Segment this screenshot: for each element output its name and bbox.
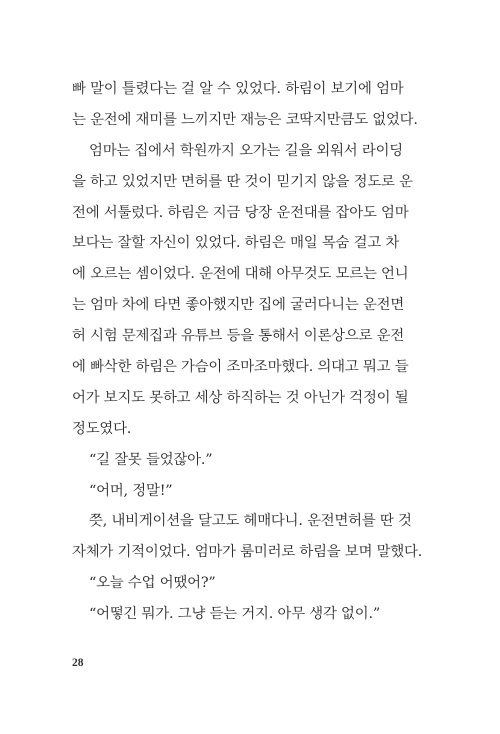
text-line: 에 빠삭한 하림은 가슴이 조마조마했다. 의대고 뭐고 들 xyxy=(72,359,409,376)
text-line: 엄마는 집에서 학원까지 오가는 길을 외워서 라이딩 xyxy=(89,142,403,159)
page-number: 28 xyxy=(72,657,84,669)
body-text xyxy=(72,74,432,630)
dialogue-line: “어머, 정말!” xyxy=(89,482,173,499)
text-line: 허 시험 문제집과 유튜브 등을 통해서 이론상으로 운전 xyxy=(72,328,405,345)
text-line: 자체가 기적이었다. 엄마가 룸미러로 하림을 보며 말했다. xyxy=(72,544,423,561)
text-line: 을 하고 있었지만 면허를 딴 것이 믿기지 않을 정도로 운 xyxy=(72,173,413,190)
text-line: 쯧, 내비게이션을 달고도 헤매다니. 운전면허를 딴 것 xyxy=(89,513,412,530)
text-line: 는 운전에 재미를 느끼지만 재능은 코딱지만큼도 없었다. xyxy=(72,111,418,128)
text-line: 어가 보지도 못하고 세상 하직하는 것 아닌가 걱정이 될 xyxy=(72,389,409,406)
text-line: 전에 서툴렀다. 하림은 지금 당장 운전대를 잡아도 엄마 xyxy=(72,204,409,221)
text-line: 에 오르는 셈이었다. 운전에 대해 아무것도 모르는 언니 xyxy=(72,266,409,283)
dialogue-line: “어떻긴 뭐가. 그냥 듣는 거지. 아무 생각 없이.” xyxy=(89,606,380,623)
dialogue-line: “오늘 수업 어땠어?” xyxy=(89,575,216,592)
text-line: 보다는 잘할 자신이 있었다. 하림은 매일 목숨 걸고 차 xyxy=(72,235,400,252)
dialogue-line: “길 잘못 들었잖아.” xyxy=(89,451,213,468)
text-line: 빠 말이 틀렸다는 걸 알 수 있었다. 하림이 보기에 엄마 xyxy=(72,81,404,97)
text-line: 정도였다. xyxy=(72,420,132,437)
text-line: 는 엄마 차에 타면 좋아했지만 집에 굴러다니는 운전면 xyxy=(72,297,405,314)
